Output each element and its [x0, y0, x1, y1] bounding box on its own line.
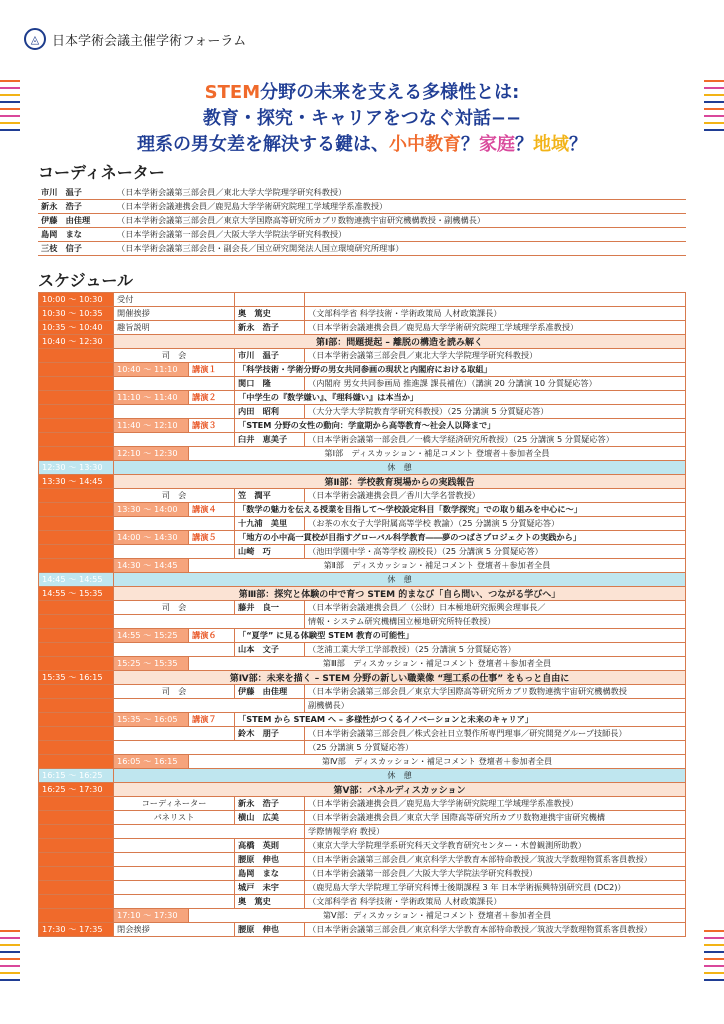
- speaker-name: 笠 潤平: [235, 489, 305, 503]
- title-q3: ？: [569, 134, 587, 155]
- speaker-affiliation: （文部科学省 科学技術・学術政策局 人材政策課長）: [305, 895, 686, 909]
- spacer-cell: [114, 881, 235, 895]
- schedule-row: [39, 699, 686, 713]
- schedule-row: [39, 769, 686, 783]
- time-cell: [39, 909, 114, 923]
- scj-logo-icon: ◬: [24, 28, 46, 50]
- time-cell: [39, 727, 114, 741]
- spacer-cell: [114, 545, 235, 559]
- spacer-cell: [114, 853, 235, 867]
- schedule-row: [39, 853, 686, 867]
- time-cell: 12:30 〜 13:30: [39, 461, 114, 475]
- time-cell: 13:30 〜 14:45: [39, 475, 114, 489]
- time-cell: 17:30 〜 17:35: [39, 923, 114, 937]
- discussion-label: 第Ⅳ部 ディスカッション・補足コメント 登壇者＋参加者全員: [189, 755, 686, 769]
- time-cell: [39, 405, 114, 419]
- decor-stripes-left: [0, 80, 20, 136]
- talk-number: 講演５: [189, 531, 235, 545]
- schedule-row: [39, 321, 686, 335]
- speaker-name: 新永 浩子: [235, 797, 305, 811]
- affiliation-continued: 情報・システム研究機構国立極地研究所特任教授）: [305, 615, 686, 629]
- title-line2: 教育・探究・キャリアをつなぐ対話−−: [202, 108, 522, 129]
- speaker-affiliation: （お茶の水女子大学附属高等学校 教諭）（25 分講演 5 分質疑応答）: [305, 517, 686, 531]
- time-cell: [39, 363, 114, 377]
- time-cell: 14:55 〜 15:35: [39, 587, 114, 601]
- spacer-cell: [114, 895, 235, 909]
- decor-stripes-left-bottom: [0, 930, 20, 986]
- speaker-name: 山本 文子: [235, 643, 305, 657]
- schedule-row: [39, 447, 686, 461]
- speaker-name: 鈴木 朋子: [235, 727, 305, 741]
- spacer-cell: [114, 741, 305, 755]
- coordinator-name: 新永 浩子: [38, 200, 114, 214]
- title-kw-region: 地域: [533, 134, 569, 155]
- time-cell: [39, 349, 114, 363]
- schedule-row: [39, 391, 686, 405]
- schedule-row: [39, 811, 686, 825]
- coordinator-name: 市川 温子: [38, 186, 114, 200]
- time-cell: [39, 489, 114, 503]
- talk-title: 「“夏学” に見る体験型 STEM 教育の可能性」: [235, 629, 686, 643]
- talk-time: 14:00 〜 14:30: [114, 531, 189, 545]
- schedule-row: [39, 643, 686, 657]
- schedule-row: [39, 615, 686, 629]
- coordinator-name: 三枝 信子: [38, 242, 114, 256]
- time-cell: [39, 615, 114, 629]
- part-heading: 第Ⅰ部：問題提起 – 離脱の構造を読み解く: [114, 335, 686, 349]
- speaker-name: 高橋 英則: [235, 839, 305, 853]
- speaker-name: 臼井 恵美子: [235, 433, 305, 447]
- time-cell: 10:40 〜 12:30: [39, 335, 114, 349]
- schedule-row: [39, 657, 686, 671]
- time-cell: [39, 811, 114, 825]
- schedule-row: [39, 433, 686, 447]
- schedule-row: [39, 461, 686, 475]
- discussion-label: 第Ⅲ部 ディスカッション・補足コメント 登壇者＋参加者全員: [189, 657, 686, 671]
- talk-title: 「地方の小中高一貫校が目指すグローバル科学教育――夢のつばさプロジェクトの実践から」: [235, 531, 686, 545]
- coordinator-affiliation: （日本学術会議連携会員／鹿児島大学学術研究院理工学域理学系准教授）: [114, 200, 686, 214]
- speaker-name: 市川 温子: [235, 349, 305, 363]
- speaker-name: [235, 293, 305, 307]
- speaker-name: 十九浦 美里: [235, 517, 305, 531]
- time-cell: [39, 713, 114, 727]
- schedule-row: [39, 923, 686, 937]
- talk-time: 15:35 〜 16:05: [114, 713, 189, 727]
- coordinator-row: [38, 186, 686, 200]
- talk-time: 13:30 〜 14:00: [114, 503, 189, 517]
- speaker-affiliation: [305, 293, 686, 307]
- coordinator-heading: コーディネーター: [38, 163, 165, 182]
- talk-number: 講演６: [189, 629, 235, 643]
- spacer-cell: [114, 377, 235, 391]
- time-cell: 16:25 〜 17:30: [39, 783, 114, 797]
- title-q2: ？: [515, 134, 533, 155]
- schedule-row: [39, 867, 686, 881]
- time-cell: [39, 545, 114, 559]
- spacer-cell: [114, 405, 235, 419]
- speaker-name: 関口 隆: [235, 377, 305, 391]
- schedule-row: [39, 489, 686, 503]
- talk-time: 14:55 〜 15:25: [114, 629, 189, 643]
- spacer-cell: [114, 643, 235, 657]
- speaker-affiliation: （日本学術会議第三部会員／東京大学国際高等研究所カブリ数物連携宇宙研究機構教授: [305, 685, 686, 699]
- coordinator-row: [38, 214, 686, 228]
- speaker-affiliation: （日本学術会議連携会員／（公財）日本極地研究振興会理事長／: [305, 601, 686, 615]
- schedule-heading: スケジュール: [38, 271, 134, 290]
- discussion-label: 第Ⅱ部 ディスカッション・補足コメント 登壇者＋参加者全員: [189, 559, 686, 573]
- schedule-row: [39, 741, 686, 755]
- title-line3: 理系の男女差を解決する鍵は、: [137, 134, 389, 155]
- speaker-name: 山崎 巧: [235, 545, 305, 559]
- part-heading: 第Ⅴ部：パネルディスカッション: [114, 783, 686, 797]
- schedule-row: [39, 839, 686, 853]
- speaker-name: 奥 篤史: [235, 307, 305, 321]
- speaker-affiliation: （日本学術会議連携会員／鹿児島大学学術研究院理工学域理学系准教授）: [305, 797, 686, 811]
- schedule-row: [39, 825, 686, 839]
- schedule-row: [39, 419, 686, 433]
- talk-time: 14:30 〜 14:45: [114, 559, 189, 573]
- speaker-affiliation: （鹿児島大学大学院理工学研究科博士後期課程 3 年 日本学術振興特別研究員 (DC2)）: [305, 881, 686, 895]
- part-heading: 第Ⅲ部：探究と体験の中で育つ STEM 的まなび「自ら問い、つながる学びへ」: [114, 587, 686, 601]
- spacer-cell: [114, 433, 235, 447]
- schedule-row: [39, 587, 686, 601]
- org-header: [24, 28, 246, 50]
- schedule-row: [39, 405, 686, 419]
- schedule-table: [38, 292, 686, 937]
- title-line1: 分野の未来を支える多様性とは:: [260, 82, 520, 103]
- decor-stripes-right: [704, 80, 724, 136]
- time-cell: [39, 839, 114, 853]
- speaker-name: 内田 昭利: [235, 405, 305, 419]
- time-cell: [39, 867, 114, 881]
- talk-number: 講演７: [189, 713, 235, 727]
- discussion-label: 第Ⅰ部 ディスカッション・補足コメント 登壇者＋参加者全員: [189, 447, 686, 461]
- talk-time: 12:10 〜 12:30: [114, 447, 189, 461]
- time-cell: 10:30 〜 10:35: [39, 307, 114, 321]
- schedule-row: [39, 349, 686, 363]
- speaker-affiliation: （日本学術会議連携会員／香川大学名誉教授）: [305, 489, 686, 503]
- schedule-row: [39, 881, 686, 895]
- spacer-cell: [114, 615, 305, 629]
- speaker-affiliation: （内閣府 男女共同参画局 推進課 課長補佐）（講演 20 分講演 10 分質疑応答）: [305, 377, 686, 391]
- spacer-cell: [114, 825, 305, 839]
- time-cell: [39, 601, 114, 615]
- talk-title: 「STEM 分野の女性の動向：学童期から高等教育〜社会人以降まで」: [235, 419, 686, 433]
- row-label: 受付: [114, 293, 235, 307]
- schedule-row: [39, 545, 686, 559]
- time-cell: [39, 657, 114, 671]
- time-cell: [39, 503, 114, 517]
- talk-time: 15:25 〜 15:35: [114, 657, 189, 671]
- decor-stripes-right-bottom: [704, 930, 724, 986]
- schedule-row: [39, 363, 686, 377]
- affiliation-continued: 学際情報学府 教授）: [305, 825, 686, 839]
- speaker-affiliation: （日本学術会議第三部会員／東京科学大学教育本部特命教授／筑波大学数理物質系客員教授）: [305, 853, 686, 867]
- schedule-row: [39, 797, 686, 811]
- spacer-cell: [114, 699, 305, 713]
- talk-time: 10:40 〜 11:10: [114, 363, 189, 377]
- speaker-affiliation: （日本学術会議第三部会員／株式会社日立製作所専門理事／研究開発グループ技師長）: [305, 727, 686, 741]
- time-cell: [39, 643, 114, 657]
- schedule-row: [39, 909, 686, 923]
- speaker-name: 腰原 伸也: [235, 923, 305, 937]
- speaker-affiliation: （日本学術会議第三部会員／東京科学大学教育本部特命教授／筑波大学数理物質系客員教授）: [305, 923, 686, 937]
- schedule-row: [39, 531, 686, 545]
- talk-number: 講演３: [189, 419, 235, 433]
- spacer-cell: [114, 517, 235, 531]
- speaker-name: 城戸 未宇: [235, 881, 305, 895]
- speaker-affiliation: （日本学術会議連携会員／東京大学 国際高等研究所カブリ数物連携宇宙研究機構: [305, 811, 686, 825]
- schedule-row: [39, 685, 686, 699]
- talk-time: 17:10 〜 17:30: [114, 909, 189, 923]
- talk-time: 11:10 〜 11:40: [114, 391, 189, 405]
- role-label: 司 会: [114, 489, 235, 503]
- talk-title: 「数学の魅力を伝える授業を目指して〜学校設定科目「数学探究」での取り組みを中心に〜」: [235, 503, 686, 517]
- time-cell: [39, 447, 114, 461]
- coordinator-table: [38, 186, 686, 256]
- speaker-name: 藤井 良一: [235, 601, 305, 615]
- coordinator-affiliation: （日本学術会議第三部会員／東京大学国際高等研究所カブリ数物連携宇宙研究機構教授・副機構長）: [114, 214, 686, 228]
- coordinator-row: [38, 228, 686, 242]
- role-label: 司 会: [114, 349, 235, 363]
- schedule-row: [39, 559, 686, 573]
- coordinator-name: 島岡 まな: [38, 228, 114, 242]
- coordinator-name: 伊藤 由佳理: [38, 214, 114, 228]
- time-cell: [39, 685, 114, 699]
- title-stem: STEM: [204, 82, 261, 103]
- speaker-name: 腰原 伸也: [235, 853, 305, 867]
- part-heading: 第Ⅱ部：学校教育現場からの実践報告: [114, 475, 686, 489]
- time-cell: [39, 755, 114, 769]
- schedule-row: [39, 713, 686, 727]
- schedule-row: [39, 755, 686, 769]
- row-label: 趣旨説明: [114, 321, 235, 335]
- time-cell: [39, 559, 114, 573]
- role-label: コーディネーター: [114, 797, 235, 811]
- schedule-row: [39, 783, 686, 797]
- coordinator-affiliation: （日本学術会議第一部会員／大阪大学大学院法学研究科教授）: [114, 228, 686, 242]
- title-q1: ？: [461, 134, 479, 155]
- row-label: 開催挨拶: [114, 307, 235, 321]
- schedule-row: [39, 573, 686, 587]
- coordinator-row: [38, 242, 686, 256]
- schedule-row: [39, 727, 686, 741]
- schedule-row: [39, 895, 686, 909]
- talk-number: 講演１: [189, 363, 235, 377]
- time-cell: [39, 895, 114, 909]
- org-name: 日本学術会議主催学術フォーラム: [52, 33, 247, 49]
- talk-title: 「中学生の『数学嫌い』、『理科嫌い』は本当か」: [235, 391, 686, 405]
- spacer-cell: [114, 867, 235, 881]
- talk-time: 16:05 〜 16:15: [114, 755, 189, 769]
- time-cell: [39, 699, 114, 713]
- schedule-row: [39, 629, 686, 643]
- time-cell: [39, 741, 114, 755]
- talk-number: 講演２: [189, 391, 235, 405]
- break-label: 休 憩: [114, 769, 686, 783]
- part-heading: 第Ⅳ部：未来を描く – STEM 分野の新しい職業像 “理工系の仕事” をもっと自由に: [114, 671, 686, 685]
- coordinator-affiliation: （日本学術会議第三部会員／東北大学大学院理学研究科教授）: [114, 186, 686, 200]
- time-cell: 15:35 〜 16:15: [39, 671, 114, 685]
- speaker-affiliation: （日本学術会議第一部会員／一橋大学経済研究所教授）（25 分講演 5 分質疑応答）: [305, 433, 686, 447]
- time-cell: [39, 433, 114, 447]
- time-cell: 10:35 〜 10:40: [39, 321, 114, 335]
- discussion-label: 第Ⅴ部：ディスカッション・補足コメント 登壇者＋参加者全員: [189, 909, 686, 923]
- schedule-row: [39, 671, 686, 685]
- coordinator-row: [38, 200, 686, 214]
- row-label: 閉会挨拶: [114, 923, 235, 937]
- speaker-name: 横山 広美: [235, 811, 305, 825]
- time-cell: [39, 517, 114, 531]
- speaker-name: 新永 浩子: [235, 321, 305, 335]
- affiliation-continued: 副機構長）: [305, 699, 686, 713]
- speaker-affiliation: （大分大学大学院教育学研究科教授）（25 分講演 5 分質疑応答）: [305, 405, 686, 419]
- time-cell: [39, 825, 114, 839]
- title-kw-school: 小中教育: [389, 134, 461, 155]
- time-cell: [39, 629, 114, 643]
- role-label: パネリスト: [114, 811, 235, 825]
- time-cell: [39, 853, 114, 867]
- talk-title: 「科学技術・学術分野の男女共同参画の現状と内閣府における取組」: [235, 363, 686, 377]
- schedule-row: [39, 475, 686, 489]
- time-cell: [39, 797, 114, 811]
- time-cell: 10:00 〜 10:30: [39, 293, 114, 307]
- affiliation-continued: （25 分講演 5 分質疑応答）: [305, 741, 686, 755]
- talk-title: 「STEM から STEAM へ – 多様性がつくるイノベーションと未来のキャリア」: [235, 713, 686, 727]
- role-label: 司 会: [114, 685, 235, 699]
- speaker-affiliation: （芝浦工業大学工学部教授）（25 分講演 5 分質疑応答）: [305, 643, 686, 657]
- speaker-affiliation: （日本学術会議連携会員／鹿児島大学学術研究院理工学域理学系准教授）: [305, 321, 686, 335]
- time-cell: [39, 391, 114, 405]
- schedule-row: [39, 377, 686, 391]
- time-cell: [39, 419, 114, 433]
- time-cell: 14:45 〜 14:55: [39, 573, 114, 587]
- schedule-row: [39, 517, 686, 531]
- coordinator-affiliation: （日本学術会議第三部会員・副会長／国立研究開発法人国立環境研究所理事）: [114, 242, 686, 256]
- talk-time: 11:40 〜 12:10: [114, 419, 189, 433]
- talk-number: 講演４: [189, 503, 235, 517]
- time-cell: [39, 531, 114, 545]
- break-label: 休 憩: [114, 573, 686, 587]
- speaker-affiliation: （日本学術会議第一部会員／大阪大学大学院法学研究科教授）: [305, 867, 686, 881]
- schedule-row: [39, 307, 686, 321]
- role-label: 司 会: [114, 601, 235, 615]
- speaker-affiliation: （東京大学大学院理学系研究科天文学教育研究センター・木曽観測所助教）: [305, 839, 686, 853]
- time-cell: [39, 881, 114, 895]
- speaker-name: 奥 篤史: [235, 895, 305, 909]
- spacer-cell: [114, 839, 235, 853]
- break-label: 休 憩: [114, 461, 686, 475]
- time-cell: 16:15 〜 16:25: [39, 769, 114, 783]
- schedule-row: [39, 601, 686, 615]
- speaker-affiliation: （日本学術会議第三部会員／東北大学大学院理学研究科教授）: [305, 349, 686, 363]
- title-kw-home: 家庭: [479, 134, 515, 155]
- schedule-row: [39, 335, 686, 349]
- speaker-affiliation: （池田学園中学・高等学校 副校長）（25 分講演 5 分質疑応答）: [305, 545, 686, 559]
- time-cell: [39, 377, 114, 391]
- speaker-name: 島岡 まな: [235, 867, 305, 881]
- speaker-affiliation: （文部科学省 科学技術・学術政策局 人材政策課長）: [305, 307, 686, 321]
- spacer-cell: [114, 727, 235, 741]
- schedule-row: [39, 293, 686, 307]
- schedule-row: [39, 503, 686, 517]
- forum-title: [40, 80, 684, 158]
- speaker-name: 伊藤 由佳理: [235, 685, 305, 699]
